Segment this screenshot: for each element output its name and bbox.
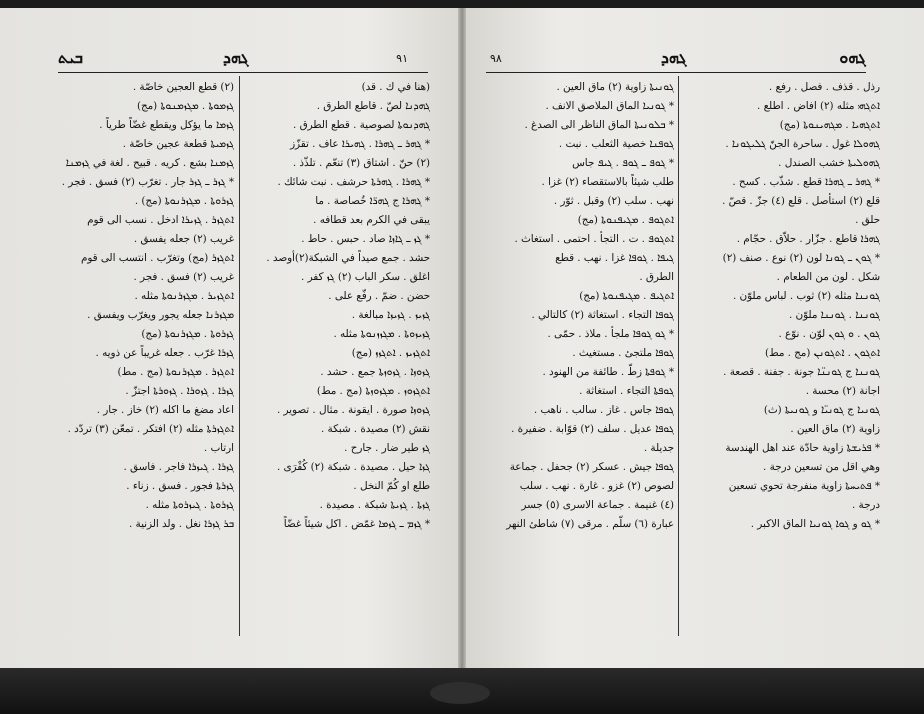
entry-line: ܐܬܓܙܝܙ . ܐܬܓܙܙ (مج)	[351, 347, 430, 359]
entry-line: ܓܘܢܢܐ مثله (٢) ثوب . لباس ملوّن .	[732, 290, 880, 302]
entry-line: لصوص (٢) غزو . غارة . نهب . سلب	[519, 480, 674, 492]
entry-line: ܓܙܪܬܐ فجور . فسق . زناء .	[126, 480, 234, 492]
entry-line: ܓܘܢܝܬܐ زاوية (٢) ماق العين .	[556, 81, 674, 93]
header-left-word: ܒܝܬ	[58, 48, 83, 67]
entry-line: اجانة (٢) محسة .	[805, 385, 880, 397]
entry-line: اغلق . سكر الباب (٢) ܓܙ كفر .	[301, 271, 430, 283]
header-center-word: ܓܗܕ	[223, 48, 249, 67]
entry-line: ܐܬܓܗܝ مثله (٢) افاض . اطلع .	[757, 100, 880, 112]
entry-line: ܓܙܡܝܬܐ قطعة عجين خاصّة .	[122, 138, 234, 150]
entry-line: ܓܗܘܠܝܬܐ خشب الصندل .	[778, 157, 880, 169]
entry-line: ܓܝܦܐ . ܓܘܦܐ غزا . نهب . قطع	[555, 252, 674, 264]
entry-line: حشد . جمع صيداً في الشبكة(٢)أوصد .	[266, 252, 430, 264]
entry-line: ܓܘܢܝܐ ج ܓܘܢܝ̈ܐ و ܓܘܢܝܬܐ (ث)	[763, 404, 880, 416]
entry-line: ܓܙܡܘܬܐ . ܡܓܙܡܢܘܬܐ (مج)	[136, 100, 234, 112]
entry-line: * ܒܠܘܢܝܬܐ الماق الناظر الى الصدغ .	[524, 119, 674, 131]
entry-line: طلب شيئاً بالاستقصاء (٢) غزا .	[541, 176, 674, 188]
page-number: ٩٨	[490, 52, 502, 65]
entry-line: ܓܗܕܢܐ لصّ . قاطع الطرق .	[316, 100, 430, 112]
entry-line: ܐܬܓܗܝܐ . ܡܓܗܝܢܘܬܐ (مج)	[779, 119, 880, 131]
entry-line: * ܓܗܪ ـ ܓܗܪܐ . ܓܗܝܪܐ عاف . تقزّز	[290, 138, 430, 150]
entry-line: (٢) حنّ . اشتاق (٣) تنعّم . تلذّذ .	[292, 157, 430, 169]
entry-line: * ܓܗܪܐ ج ܓܗܪ̈ܐ خُصاصة . ما	[315, 195, 430, 207]
entry-line: ܓܙܪܐ . ܓܝܙܪܐ فاجر . فاسق .	[123, 461, 234, 473]
entry-line: ܓܘܦܢܐ خصية الثعلب . نبت .	[558, 138, 674, 150]
entry-line: عبارة (٦) سلّم . مرقى (٧) شاطئ النهر	[506, 518, 674, 530]
entry-line: ܓܙܝܙ . ܓܙܝܙܐ مبالغة .	[351, 309, 430, 321]
entry-line: ܓܙܡܢܐ بشع . كريه . قبيح . لغة في ܓܙܡܢܐ	[65, 157, 234, 169]
entry-line: ܐܬܓܙܪ . ܓܙܝܪܐ ادخل . نسب الى قوم	[87, 214, 234, 226]
entry-line: ܓܘܢ . ܘ ܓܘܢ لوّن . نوّع .	[778, 328, 880, 340]
entry-line: طلع او كُمّ النخل .	[353, 480, 430, 492]
entry-line: ܓܙܬܐ . ܓܙܝܬܐ شبكة . مصيدة .	[319, 499, 430, 511]
column-divider	[239, 76, 240, 636]
entry-line: ܐܬܓܘܢ . ܐܬܓܘܢܢ (مج . مط)	[765, 347, 880, 359]
entry-line: الطرق .	[639, 271, 674, 283]
column-divider	[678, 76, 679, 636]
entry-line: ܓܙܡܐ ما يؤكل ويقطع غضّاً طرياً .	[99, 119, 234, 131]
entry-line: ܓܘܦܐ جاس . غاز . سالب . ناهب .	[533, 404, 674, 416]
entry-line: ܓܗܘܠܐ غول . ساحرة الجنّ ܓܠܝܓܘܢܐ .	[725, 138, 880, 150]
entry-line: نقش (٢) مصيدة . شبكة .	[321, 423, 430, 435]
entry-line: حضن . ضمّ . رفّع على .	[328, 290, 430, 302]
entry-line: ارتاب .	[203, 442, 234, 454]
left-page	[0, 8, 458, 668]
entry-line: ܓܘܦܐ جيش . عسكر (٢) جحفل . جماعة	[509, 461, 674, 473]
entry-line: ܓܙܪܘܬܐ . ܡܓܙܪܢܘܬܐ (مج) .	[134, 195, 234, 207]
entry-line: * ܓܙܪ ـ ܓܙܪ جار . تغرّب (٢) فسق . فجر .	[62, 176, 234, 188]
header-right-word: ܓܗܘ	[839, 48, 866, 67]
header-center-word: ܓܗܕ	[661, 48, 687, 67]
entry-line: ܐܬܓܙܘܙ . ܡܓܙܘܙܬܐ (مج . مط)	[316, 385, 430, 397]
entry-line: * ܓܘܦ ـ ܓܘܦ . ܓܝܦ جاس	[572, 157, 674, 169]
entry-line: * ܓܙ ـ ܓܐܙܐ صاد . حبس . حاط .	[301, 233, 430, 245]
entry-line: وهي اقل من تسعين درجة .	[763, 461, 880, 473]
entry-line: * ܓܘܦܬܐ زطّ . طائفة من الهنود .	[542, 366, 674, 378]
entry-line: * ܓܘ ܓܘܦܐ ملجأ . ملاذ . حمّى .	[547, 328, 674, 340]
column-left	[62, 78, 234, 534]
entry-line: ܓܗܪܐ قاطع . جزّار . حلاّق . حجّام .	[736, 233, 880, 245]
entry-line: (هنا في ك . قد)	[361, 81, 430, 93]
entry-line: ܓܘܦܐ التجاء . استغاثة (٢) كالتالي .	[531, 309, 674, 321]
entry-line: ܐܬܓܝܦ . ܡܓܝܦܢܘܬܐ (مج)	[579, 290, 674, 302]
entry-line: ܓܙܐ حيل . مصيدة . شبكة (٢) كُفْرَى .	[276, 461, 430, 473]
entry-line: ܐܬܓܘܦ . ܡܓܝܦܢܘܬܐ (مج)	[577, 214, 674, 226]
entry-line: ܓܙܝܙܘܬܐ . ܡܓܙܙܢܘܬܐ مثله .	[333, 328, 430, 340]
entry-line: * ܓܘܢܝܐ الماق الملاصق الانف .	[545, 100, 674, 112]
page-header	[58, 48, 428, 73]
entry-line: اعاد مضغ ما اكله (٢) خاز . جار .	[96, 404, 234, 416]
column-right	[240, 78, 430, 534]
entry-line: ܓܗܕܢܘܬܐ لصوصية . قطع الطرق .	[293, 119, 430, 131]
entry-line: ܐܬܓܘܦ . ت . التجأ . احتمى . استغاث .	[514, 233, 674, 245]
book-gutter	[458, 8, 466, 668]
entry-line: * ܓܗܪ ـ ܓܗܪܐ قطع . شذّب . كسح .	[732, 176, 880, 188]
entry-line: * ܓܙܡ ـ ܓܙܡܐ غمّض . اكل شيئاً غضّاً	[283, 518, 430, 530]
page-header	[486, 48, 866, 73]
entry-line: ܡܓܙܪܢܐ جعله يجور ويغرّب ويفسق .	[87, 309, 234, 321]
entry-line: زاوية (٢) ماق العين .	[790, 423, 880, 435]
entry-line: نهب . سلب (٢) وقبل . ثوّر .	[553, 195, 674, 207]
entry-line: رذل . قذف . فصل . رفع .	[768, 81, 880, 93]
scanner-shadow	[0, 668, 924, 714]
entry-line: ܓܙܘܙܐ صورة . ايقونة . مثال . تصوير .	[276, 404, 430, 416]
entry-line: * ܦܪܝܫܬܐ زاوية حادّة عند اهل الهندسة	[725, 442, 880, 454]
entry-line: غريب (٢) جعله يفسق .	[133, 233, 234, 245]
entry-line: ܒܪ ܓܙܪܐ نغل . ولد الزنية .	[129, 518, 234, 530]
entry-line: ܓܘܦܐ ملتجئ . مستغيث .	[572, 347, 674, 359]
page-edge-curl	[430, 682, 490, 704]
entry-line: ܐܬܓܙܝܪ . ܡܓܙܪܢܘܬܐ مثله .	[134, 290, 234, 302]
entry-line: درجة .	[852, 499, 880, 511]
column-right	[680, 78, 880, 534]
entry-line: ܓܘܢܢܐ ج ܓܘܢܢ̈ܐ جونة . جفنة . قصعة .	[723, 366, 880, 378]
page-number: ٩١	[396, 52, 408, 65]
entry-line: غريب (٢) فسق . فجر .	[133, 271, 234, 283]
entry-line: ܓܙܪܐ غرّب . جعله غريباً عن ذويه .	[95, 347, 234, 359]
entry-line: ܓܙܪܘܬܐ . ܓܝܙܪܘܬܐ مثله .	[145, 499, 234, 511]
entry-line: ܓܘܦܐ عديل . سلف (٢) قوّابة . ضفيرة .	[511, 423, 674, 435]
entry-line: * ܓܘ و ܓܘܐ ܓܘܢܝܐ الماق الاكبر .	[750, 518, 880, 530]
entry-line: * ܓܗܪܐ . ܓܗܪܬܐ حرشف . نبت شائك .	[277, 176, 430, 188]
entry-line: ܓܘܢܢܐ . ܓܘܢܢܐ ملوّن .	[788, 309, 880, 321]
entry-line: حلق .	[855, 214, 880, 226]
entry-line: (٤) غنيمة . جماعة الاسرى (٥) جسر	[521, 499, 674, 511]
entry-line: يبقى في الكرم بعد قطافه .	[313, 214, 430, 226]
entry-line: ܓܙܪܘܬܐ . ܡܓܙܪܢܘܬܐ (مج)	[141, 328, 234, 340]
entry-line: ܓܙ طير ضار . جارح .	[344, 442, 430, 454]
entry-line: جديلة .	[643, 442, 674, 454]
entry-line: ܐܬܓܙܪ (مج) وتغرّب . انتسب الى قوم	[80, 252, 234, 264]
entry-line: قلع (٢) استأصل . قلع (٤) جزّ . قصّ .	[722, 195, 880, 207]
entry-line: ܓܙܪܐ . ܓܙܘܪܐ . ܓܙܘܪܬܐ اجتزّ .	[125, 385, 234, 397]
entry-line: ܐܬܓܙܪܬܐ مثله (٢) افتكر . تمعّن (٣) تردّد .	[67, 423, 234, 435]
entry-line: * ܓܘܢ ـ ܓܘܢܐ لون (٢) نوع . صنف (٢)	[722, 252, 880, 264]
entry-line: ܓܘܦܬܐ التجاء . استغاثة .	[579, 385, 674, 397]
entry-line: شكل . لون من الطعام .	[776, 271, 880, 283]
right-page	[466, 8, 924, 668]
entry-line: ܐܬܓܙܪ . ܡܓܙܪܢܘܬܐ (مج . مط)	[117, 366, 234, 378]
column-left	[484, 78, 674, 534]
entry-line: ܓܙܘܙܐ . ܓܙܘܙܬܐ جمع . حشد .	[320, 366, 430, 378]
entry-line: (٢) قطع العجين خاصّة .	[132, 81, 234, 93]
entry-line: * ܦܬܝܚܬܐ زاوية منفرجة تحوي تسعين	[728, 480, 880, 492]
